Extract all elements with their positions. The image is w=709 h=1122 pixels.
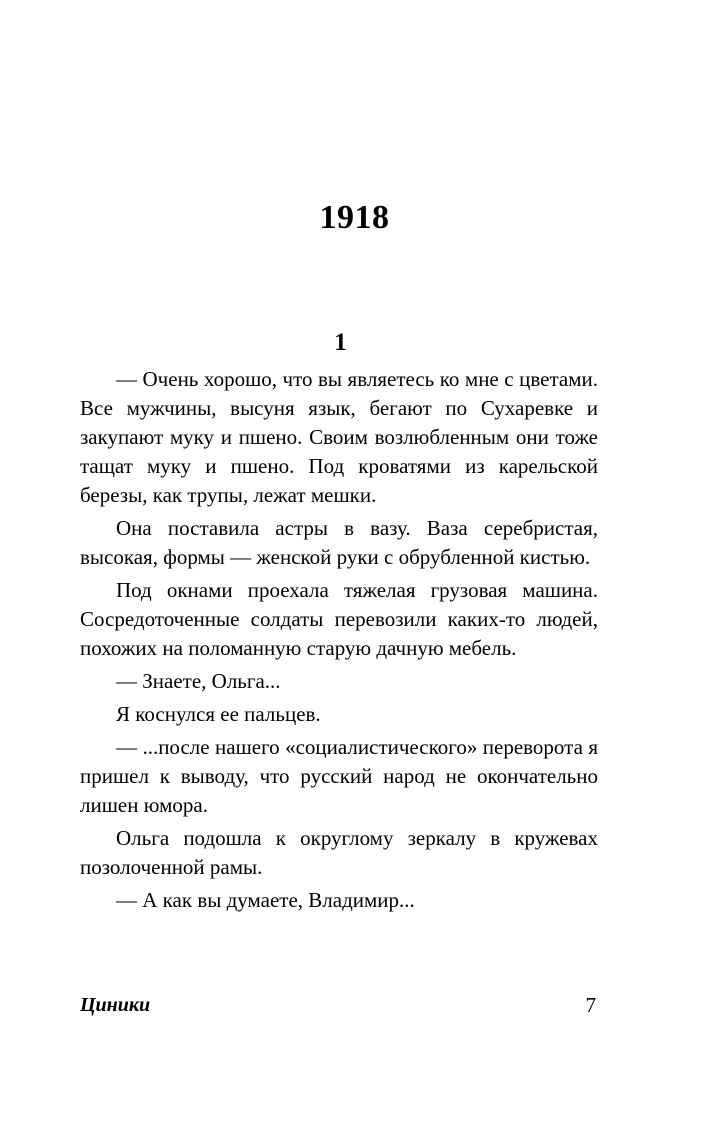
running-title: Циники bbox=[80, 994, 151, 1016]
paragraph: Ольга подошла к округлому зеркалу в кружевах позолоченной рамы. bbox=[80, 826, 598, 879]
paragraph: — ...после нашего «социалистического» переворота я пришел к выводу, что русский народ не окончательно лишен юмора. bbox=[80, 735, 598, 817]
paragraph: — А как вы думаете, Владимир... bbox=[116, 888, 415, 912]
paragraph: Она поставила астры в вазу. Ваза серебристая, высокая, формы — женской руки с обрубленной кистью. bbox=[80, 516, 598, 569]
page-number: 7 bbox=[585, 993, 596, 1017]
body-text bbox=[80, 365, 598, 919]
paragraph: — Очень хорошо, что вы являетесь ко мне с цветами. Все мужчины, высуня язык, бегают по Сухаревке и закупают муку и пшено. Своим возлюбленным они тоже тащат муку и пшено. Под кроватями из карельской березы, как трупы, лежат мешки. bbox=[80, 367, 598, 507]
paragraph: Под окнами проехала тяжелая грузовая машина. Сосредоточенные солдаты перевозили каких-то людей, похожих на поломанную старую дачную мебель. bbox=[80, 578, 598, 660]
paragraph: Я коснулся ее пальцев. bbox=[116, 702, 321, 726]
paragraph: — Знаете, Ольга... bbox=[116, 669, 281, 693]
page-footer bbox=[80, 990, 598, 1020]
part-title: 1918 bbox=[319, 199, 390, 236]
chapter-number: 1 bbox=[334, 329, 347, 356]
